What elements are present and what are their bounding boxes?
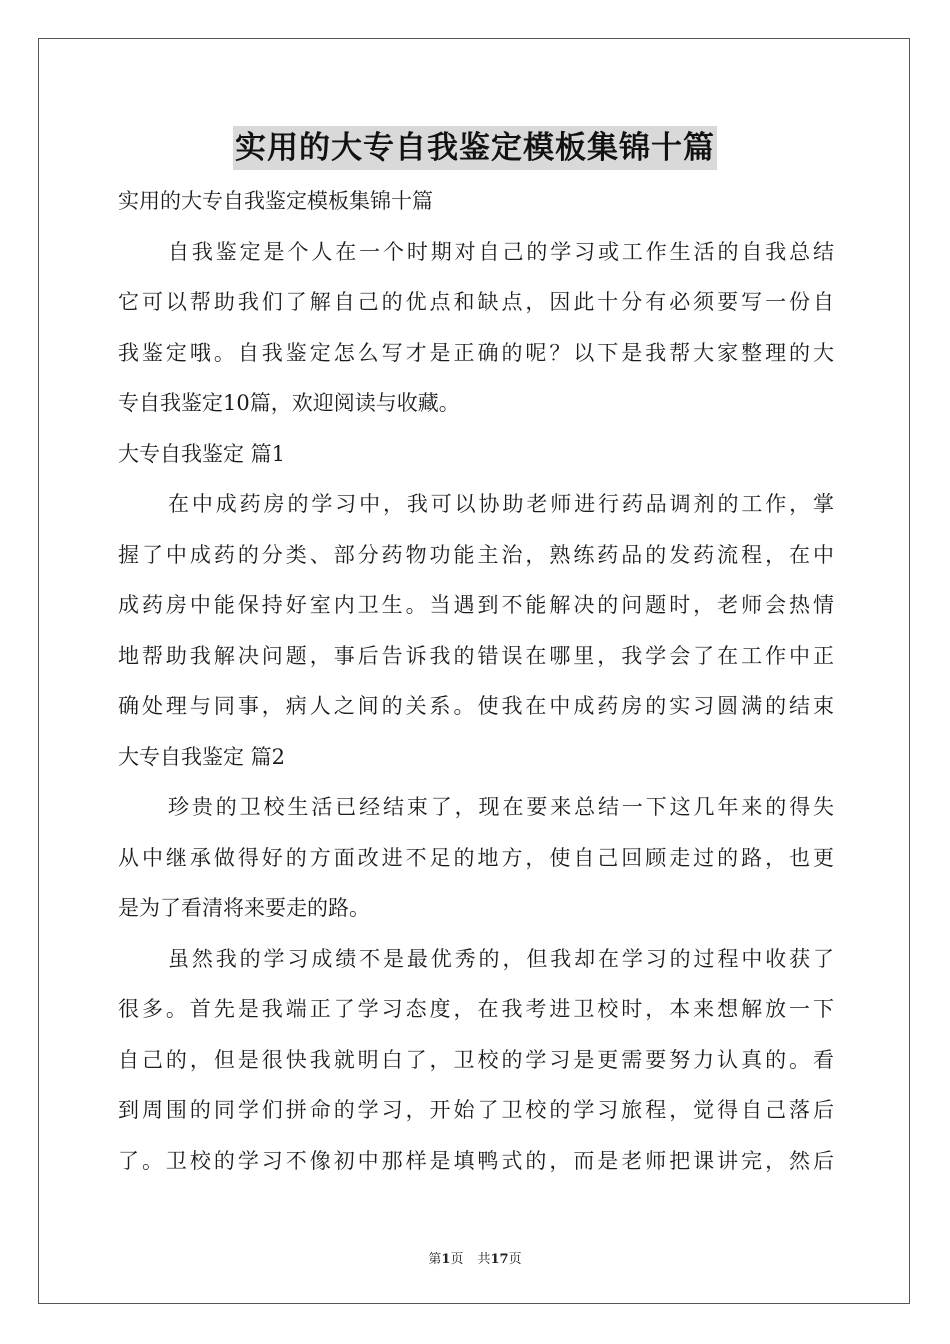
paragraph-line: 到周围的同学们拼命的学习，开始了卫校的学习旅程，觉得自己落后 [118,1098,834,1122]
page-prefix: 第 [428,1252,442,1267]
document-title: 实用的大专自我鉴定模板集锦十篇 [233,126,717,170]
total-pages: 17 [490,1252,509,1267]
paragraph-line: 在中成药房的学习中，我可以协助老师进行药品调剂的工作，掌 [168,492,834,516]
paragraph-line: 成药房中能保持好室内卫生。当遇到不能解决的问题时，老师会热情 [118,593,834,617]
paragraph-line: 珍贵的卫校生活已经结束了，现在要来总结一下这几年来的得失 [168,795,834,819]
page-number: 1 [441,1252,451,1267]
section-heading: 大专自我鉴定 篇2 [118,744,286,769]
paragraph-line: 它可以帮助我们了解自己的优点和缺点，因此十分有必须要写一份自 [118,290,834,314]
document-body [118,176,834,1186]
title-container [0,126,950,170]
paragraph-line: 是为了看清将来要走的路。 [118,896,370,920]
paragraph-line: 了。卫校的学习不像初中那样是填鸭式的，而是老师把课讲完，然后 [118,1148,834,1173]
paragraph-line: 地帮助我解决问题，事后告诉我的错误在哪里，我学会了在工作中正 [118,643,834,668]
paragraph-line: 很多。首先是我端正了学习态度，在我考进卫校时，本来想解放一下 [118,997,834,1021]
paragraph-line: 专自我鉴定10篇，欢迎阅读与收藏。 [118,391,460,415]
paragraph-line: 握了中成药的分类、部分药物功能主治，熟练药品的发药流程，在中 [118,542,834,567]
paragraph-line: 自己的，但是很快我就明白了，卫校的学习是更需要努力认真的。看 [118,1047,834,1072]
page-suffix: 页 [450,1252,464,1267]
paragraph-line: 虽然我的学习成绩不是最优秀的，但我却在学习的过程中收获了 [168,946,834,971]
paragraph-line: 自我鉴定是个人在一个时期对自己的学习或工作生活的自我总结 [168,239,834,264]
paragraph-line: 我鉴定哦。自我鉴定怎么写才是正确的呢？以下是我帮大家整理的大 [118,340,834,365]
total-suffix: 页 [508,1252,522,1267]
paragraph-line: 从中继承做得好的方面改进不足的地方，使自己回顾走过的路，也更 [118,845,834,870]
paragraph-line: 确处理与同事，病人之间的关系。使我在中成药房的实习圆满的结束 [118,694,834,718]
total-prefix: 共 [477,1252,491,1267]
section-heading: 大专自我鉴定 篇1 [118,441,286,466]
subtitle-line: 实用的大专自我鉴定模板集锦十篇 [118,189,433,213]
page-footer [0,1248,950,1267]
